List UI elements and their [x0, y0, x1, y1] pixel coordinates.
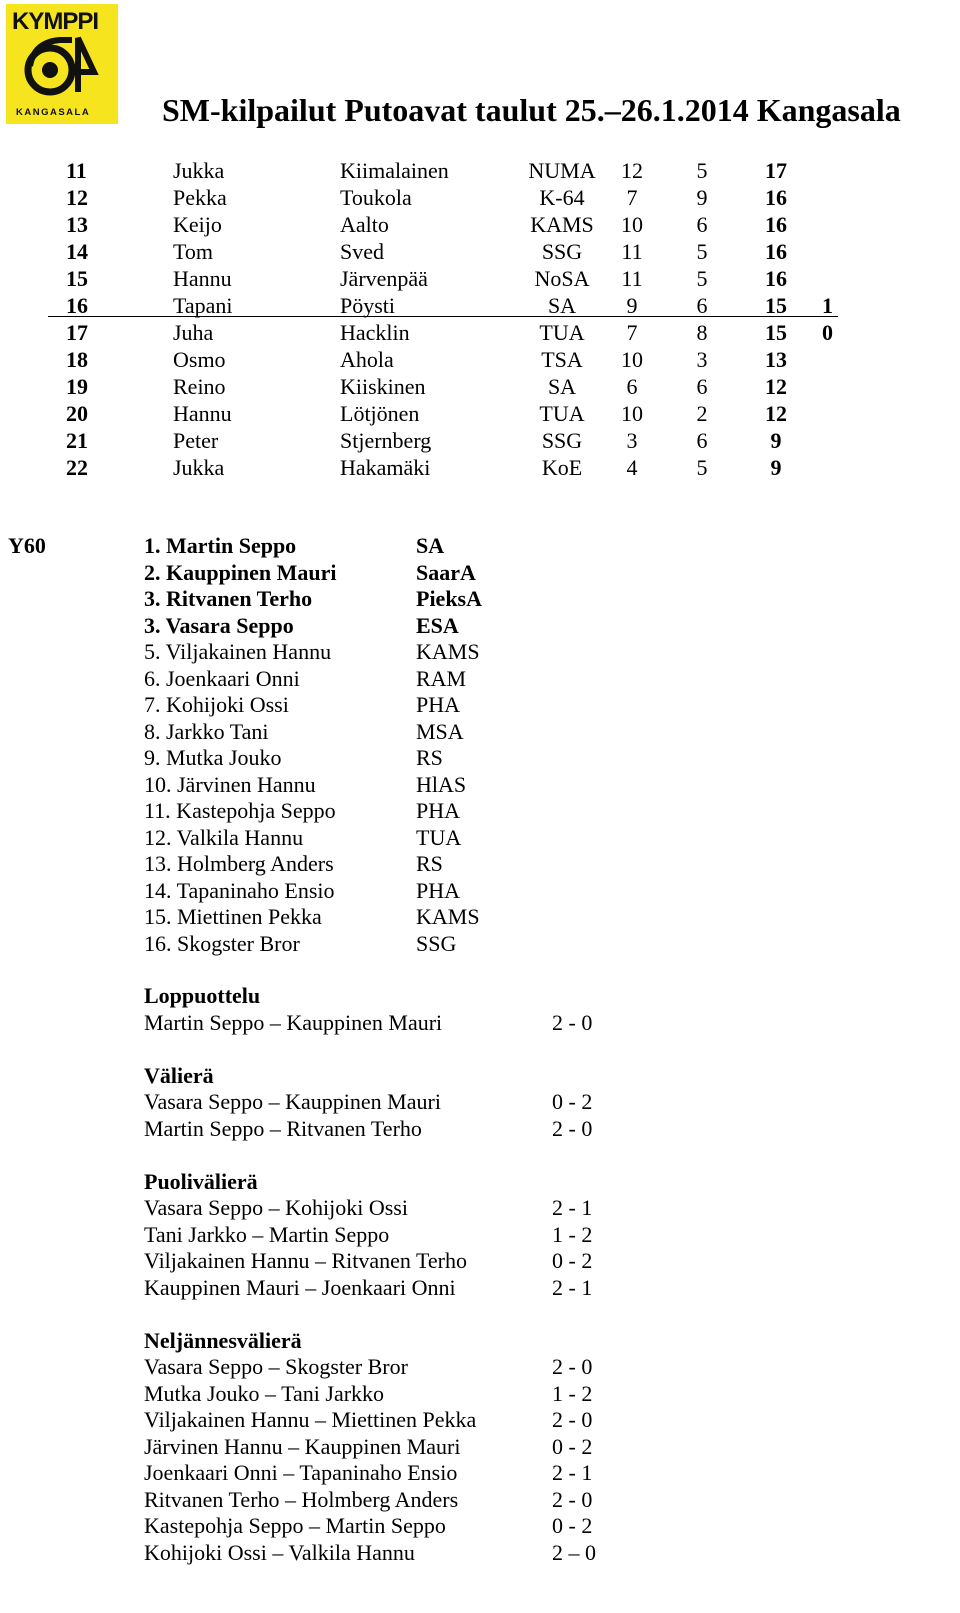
rank-position: 18	[66, 347, 88, 372]
player-name: 3. Ritvanen Terho	[144, 586, 313, 611]
rank-position: 22	[66, 455, 88, 480]
score-b: 3	[696, 347, 708, 372]
club-code: KoE	[541, 455, 583, 480]
score-a: 11	[621, 239, 643, 264]
club-code: TSA	[541, 347, 583, 372]
match-row	[144, 1221, 593, 1249]
last-name: Sved	[340, 239, 384, 264]
match-score: 2 - 0	[552, 1354, 593, 1379]
player-name: 13. Holmberg Anders	[144, 851, 334, 876]
player-name: 8. Jarkko Tani	[144, 718, 269, 744]
total-score: 16	[765, 185, 787, 210]
round-section	[144, 1168, 593, 1302]
first-name: Hannu	[173, 266, 232, 291]
match-row	[144, 1460, 593, 1487]
table-row	[0, 427, 960, 454]
match-score: 2 – 0	[552, 1539, 596, 1565]
table-row	[0, 184, 960, 211]
player-name: 15. Miettinen Pekka	[144, 904, 322, 929]
score-b: 9	[696, 185, 708, 210]
table-row	[0, 400, 960, 427]
player-name: 9. Mutka Jouko	[144, 745, 282, 770]
match-pairing: Martin Seppo – Kauppinen Mauri	[144, 1009, 443, 1035]
first-name: Hannu	[173, 401, 232, 426]
rank-position: 20	[66, 401, 88, 426]
score-a: 12	[621, 158, 643, 183]
last-name: Järvenpää	[340, 266, 428, 291]
score-a: 9	[626, 293, 638, 318]
last-name: Lötjönen	[340, 401, 420, 426]
club-code: PHA	[416, 692, 461, 717]
match-pairing: Järvinen Hannu – Kauppinen Mauri	[144, 1433, 461, 1459]
tiebreak-result: 0	[822, 320, 833, 345]
club-code: PieksA	[416, 586, 482, 611]
round-title: Loppuottelu	[144, 983, 261, 1008]
table-row	[0, 454, 960, 481]
match-row	[144, 1248, 593, 1275]
match-score: 2 - 1	[552, 1195, 593, 1220]
score-a: 3	[626, 428, 638, 453]
player-name: 11. Kastepohja Seppo	[144, 798, 336, 823]
score-b: 2	[696, 401, 708, 426]
table-row	[0, 157, 960, 184]
last-name: Pöysti	[340, 293, 396, 318]
match-row	[144, 1407, 593, 1434]
match-pairing: Ritvanen Terho – Holmberg Anders	[144, 1486, 459, 1512]
table-row	[0, 373, 960, 400]
player-name: 7. Kohijoki Ossi	[144, 692, 289, 717]
club-code: KAMS	[530, 212, 594, 237]
match-score: 1 - 2	[552, 1221, 593, 1247]
club-code: RS	[416, 851, 443, 876]
round-title: Välierä	[144, 1062, 214, 1088]
player-name: 3. Vasara Seppo	[144, 612, 294, 638]
score-b: 5	[696, 158, 708, 183]
score-a: 7	[626, 185, 638, 210]
total-score: 16	[765, 212, 787, 237]
round-section	[144, 1062, 593, 1143]
rank-position: 15	[66, 266, 88, 291]
class-label: Y60	[8, 533, 46, 558]
total-score: 9	[770, 455, 782, 480]
match-row	[144, 1354, 593, 1381]
match-row	[144, 1539, 596, 1567]
club-code: KAMS	[416, 639, 480, 664]
round-section	[144, 983, 593, 1036]
match-score: 2 - 1	[552, 1274, 593, 1300]
match-row	[144, 1274, 593, 1302]
score-b: 5	[696, 266, 708, 291]
total-score: 13	[765, 347, 787, 372]
club-code: ESA	[416, 612, 459, 638]
rank-position: 17	[66, 320, 88, 345]
target-64-icon	[20, 32, 106, 104]
first-name: Juha	[173, 320, 214, 345]
club-code: SA	[416, 533, 445, 558]
score-a: 11	[621, 266, 643, 291]
match-row	[144, 1486, 593, 1514]
player-name: 10. Järvinen Hannu	[144, 771, 316, 797]
total-score: 15	[765, 320, 787, 345]
club-code: MSA	[416, 718, 464, 744]
match-pairing: Viljakainen Hannu – Miettinen Pekka	[144, 1407, 477, 1432]
ranking-table	[0, 157, 960, 481]
player-name: 6. Joenkaari Onni	[144, 665, 300, 691]
rank-position: 16	[66, 293, 88, 318]
last-name: Toukola	[340, 185, 412, 210]
club-code: TUA	[539, 320, 585, 345]
first-name: Keijo	[173, 212, 222, 237]
score-b: 6	[696, 293, 708, 318]
logo-bottom-text: KANGASALA	[16, 107, 91, 118]
match-row	[144, 1009, 593, 1037]
page-title: SM-kilpailut Putoavat taulut 25.–26.1.2014 Kangasala	[162, 92, 901, 128]
match-pairing: Martin Seppo – Ritvanen Terho	[144, 1115, 422, 1141]
match-score: 0 - 2	[552, 1513, 593, 1538]
club-code: TUA	[539, 401, 585, 426]
match-pairing: Joenkaari Onni – Tapaninaho Ensio	[144, 1460, 458, 1485]
match-pairing: Kauppinen Mauri – Joenkaari Onni	[144, 1274, 456, 1300]
table-row	[0, 346, 960, 373]
match-score: 2 - 0	[552, 1486, 593, 1512]
club-code: SSG	[416, 930, 457, 956]
club-code: PHA	[416, 877, 461, 903]
club-code: TUA	[416, 824, 462, 850]
match-pairing: Tani Jarkko – Martin Seppo	[144, 1221, 390, 1247]
rank-position: 13	[66, 212, 88, 237]
match-pairing: Viljakainen Hannu – Ritvanen Terho	[144, 1248, 467, 1273]
table-row	[0, 319, 960, 346]
club-code: KAMS	[416, 904, 480, 929]
score-a: 10	[621, 347, 643, 372]
total-score: 16	[765, 239, 787, 264]
club-code: NoSA	[534, 266, 590, 291]
table-row	[0, 238, 960, 265]
club-code: RAM	[416, 665, 467, 691]
last-name: Ahola	[340, 347, 394, 372]
first-name: Tapani	[173, 293, 233, 318]
total-score: 16	[765, 266, 787, 291]
match-score: 2 - 0	[552, 1407, 593, 1432]
match-row	[144, 1433, 593, 1461]
table-row	[0, 292, 960, 319]
last-name: Kiimalainen	[340, 158, 449, 183]
last-name: Stjernberg	[340, 428, 432, 453]
score-b: 8	[696, 320, 708, 345]
rank-position: 14	[66, 239, 88, 264]
match-score: 2 - 0	[552, 1115, 593, 1141]
first-name: Pekka	[173, 185, 227, 210]
round-title: Puolivälierä	[144, 1168, 258, 1194]
match-pairing: Mutka Jouko – Tani Jarkko	[144, 1380, 385, 1406]
rank-position: 12	[66, 185, 88, 210]
club-code: SA	[547, 293, 577, 318]
rank-position: 19	[66, 374, 88, 399]
last-name: Hacklin	[340, 320, 410, 345]
first-name: Osmo	[173, 347, 226, 372]
match-row	[144, 1513, 593, 1540]
club-code: NUMA	[528, 158, 596, 183]
round-title: Neljännesvälierä	[144, 1327, 302, 1353]
club-logo	[6, 4, 118, 124]
match-row	[144, 1195, 593, 1222]
rank-position: 11	[66, 158, 87, 183]
last-name: Aalto	[340, 212, 389, 237]
score-a: 10	[621, 401, 643, 426]
first-name: Reino	[173, 374, 226, 399]
club-code: PHA	[416, 798, 461, 823]
match-pairing: Vasara Seppo – Kohijoki Ossi	[144, 1195, 408, 1220]
club-code: SA	[547, 374, 577, 399]
total-score: 15	[765, 293, 787, 318]
club-code: SaarA	[416, 559, 476, 585]
club-code: K-64	[539, 185, 585, 210]
first-name: Peter	[173, 428, 219, 453]
tiebreak-result: 1	[822, 293, 833, 318]
total-score: 17	[765, 158, 787, 183]
club-code: RS	[416, 745, 443, 770]
first-name: Jukka	[173, 158, 225, 183]
player-name: 14. Tapaninaho Ensio	[144, 877, 335, 903]
total-score: 12	[765, 374, 787, 399]
first-name: Jukka	[173, 455, 225, 480]
match-pairing: Kohijoki Ossi – Valkila Hannu	[144, 1539, 415, 1565]
total-score: 12	[765, 401, 787, 426]
last-name: Hakamäki	[340, 455, 431, 480]
table-row	[0, 211, 960, 238]
score-a: 6	[626, 374, 638, 399]
total-score: 9	[770, 428, 782, 453]
rank-position: 21	[66, 428, 88, 453]
match-row	[144, 1380, 593, 1408]
match-score: 1 - 2	[552, 1380, 593, 1406]
club-code: SSG	[541, 239, 583, 264]
match-score: 2 - 0	[552, 1009, 593, 1035]
club-code: HlAS	[416, 771, 467, 797]
score-a: 4	[626, 455, 638, 480]
match-score: 2 - 1	[552, 1460, 593, 1485]
match-score: 0 - 2	[552, 1248, 593, 1273]
match-row	[144, 1115, 593, 1143]
logo-top-text: KYMPPI	[12, 8, 99, 35]
score-b: 5	[696, 239, 708, 264]
score-b: 5	[696, 455, 708, 480]
player-name: 2. Kauppinen Mauri	[144, 559, 337, 585]
table-row	[0, 265, 960, 292]
score-a: 10	[621, 212, 643, 237]
score-b: 6	[696, 428, 708, 453]
bracket-rounds	[144, 983, 596, 1593]
first-name: Tom	[173, 239, 214, 264]
round-section	[144, 1327, 596, 1567]
match-score: 0 - 2	[552, 1089, 593, 1114]
match-row	[144, 1089, 593, 1116]
match-score: 0 - 2	[552, 1433, 593, 1459]
club-code: SSG	[541, 428, 583, 453]
last-name: Kiiskinen	[340, 374, 426, 399]
cut-line-divider	[48, 316, 838, 317]
score-b: 6	[696, 374, 708, 399]
player-name: 16. Skogster Bror	[144, 930, 300, 956]
score-b: 6	[696, 212, 708, 237]
match-pairing: Vasara Seppo – Skogster Bror	[144, 1354, 408, 1379]
match-pairing: Kastepohja Seppo – Martin Seppo	[144, 1513, 446, 1538]
player-name: 12. Valkila Hannu	[144, 824, 304, 850]
player-name: 1. Martin Seppo	[144, 533, 297, 558]
score-a: 7	[626, 320, 638, 345]
match-pairing: Vasara Seppo – Kauppinen Mauri	[144, 1089, 441, 1114]
player-name: 5. Viljakainen Hannu	[144, 639, 332, 664]
